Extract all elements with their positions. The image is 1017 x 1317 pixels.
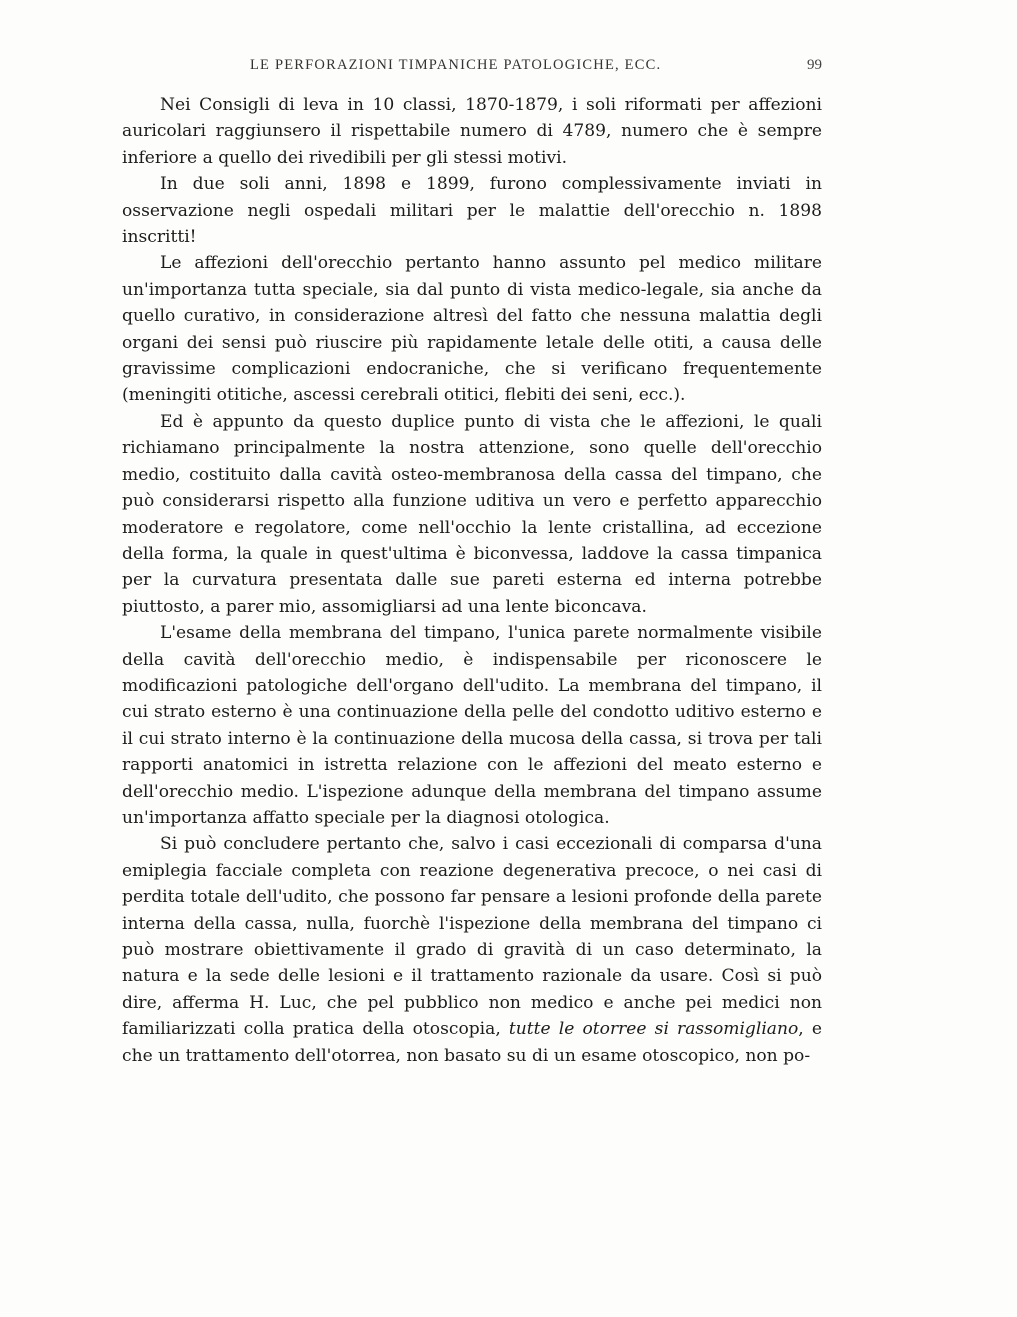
conclusione-text-before: Si può concludere pertanto che, salvo i casi eccezionali di comparsa d'una emiplegia facciale completa con reazione degenerativa precoce, o nei casi di perdita totale dell'udito, che possono far pensare a lesioni profonde della parete interna della cassa, nulla, fuorchè l'ispezione della membrana del timpano ci può mostrare obiettivamente il grado di gravità di un caso determinato, la natura e la sede delle lesioni e il trattamento razionale da usare. Così si può dire, afferma H. Luc, che pel pubblico non medico e anche pei medici non familiarizzati colla pratica della otoscopia, — [122, 834, 822, 1040]
conclusione-text-after: , e che un trattamento dell'otorrea, non basato su di un esame otoscopico, non po- — [122, 1019, 822, 1066]
paragraph-orecchio-medio: Ed è appunto da questo duplice punto di vista che le affezioni, le quali richiamano principalmente la nostra attenzione, sono quelle dell'orecchio medio, costituito dalla cavità osteo-membranosa della cassa del timpano, che può considerarsi rispetto alla funzione uditiva un vero e perfetto apparecchio moderatore e regolatore, come nell'occhio la lente cristallina, ad eccezione della forma, la quale in quest'ultima è biconvessa, laddove la cassa timpanica per la curvatura presentata dalle sue pareti esterna ed interna potrebbe piuttosto, a parer mio, assomigliarsi ad una lente biconcava. — [122, 411, 822, 617]
page-header — [122, 57, 822, 79]
page-number: 99 — [807, 57, 822, 73]
running-title: LE PERFORAZIONI TIMPANICHE PATOLOGICHE, ECC. — [250, 57, 662, 73]
paragraph-leva: Nei Consigli di leva in 10 classi, 1870-1879, i soli riformati per affezioni auricolari raggiunsero il rispettabile numero di 4789, numero che è sempre inferiore a quello dei rivedibili per gli stessi motivi. — [122, 95, 822, 168]
paragraph-conclusione — [122, 831, 822, 1069]
paragraph-esame-membrana: L'esame della membrana del timpano, l'unica parete normalmente visibile della cavità dell'orecchio medio, è indispensabile per riconoscere le modificazioni patologiche dell'organo dell'udito. La membrana del timpano, il cui strato esterno è una continuazione della pelle del condotto uditivo esterno e il cui strato interno è la continuazione della mucosa della cassa, si trova per tali rapporti anatomici in istretta relazione con le affezioni del meato esterno e dell'orecchio medio. L'ispezione adunque della membrana del timpano assume un'importanza affatto speciale per la diagnosi otologica. — [122, 623, 822, 828]
paragraph-importanza: Le affezioni dell'orecchio pertanto hanno assunto pel medico militare un'importanza tutta speciale, sia dal punto di vista medico-legale, sia anche da quello curativo, in considerazione altresì del fatto che nessuna malattia degli organi dei sensi può riuscire più rapidamente letale delle otiti, a causa delle gravissime complicazioni endocraniche, che si verificano frequentemente (meningiti otitiche, ascessi cerebrali otitici, flebiti dei seni, ecc.). — [122, 253, 822, 406]
italic-quote: tutte le otorree si rassomigliano — [508, 1019, 799, 1040]
paragraph-ospedali: In due soli anni, 1898 e 1899, furono complessivamente inviati in osservazione negli ospedali militari per le malattie dell'orecchio n. 1898 inscritti! — [122, 174, 822, 248]
text-body — [122, 92, 822, 1069]
